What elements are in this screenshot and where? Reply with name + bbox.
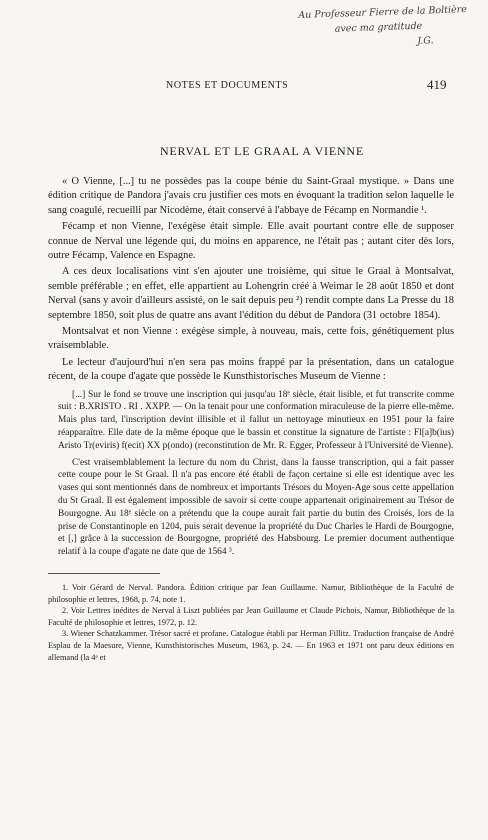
dedication-line: Au Professeur Fierre de la Boltière bbox=[298, 4, 468, 21]
paragraph: Fécamp et non Vienne, l'exégèse était simple. Elle avait pourtant contre elle de supposer connue de Nerval une légende qui, du moins en apparence, ne l'était pas ; autant citer dès lors, outre Fécamp, Valence en Espagne. bbox=[48, 221, 454, 262]
paragraph: A ces deux localisations vint s'en ajouter une troisième, qui situe le Graal à Montsalvat, semble préférable ; en effet, elle appartient au Lohengrin créé à Weimar le 28 août 1850 et dont Nerval (sans y avoir d'ailleurs assisté, on le sait depuis peu ²) rendit compte dans La Presse du 18 septembre 1850, soit plus de quatre ans avant l'édition du début de Pandora (31 octobre 1854). bbox=[48, 266, 454, 321]
dedication-initials: J.G. bbox=[417, 35, 434, 47]
dedication-line: avec ma gratitude bbox=[334, 20, 423, 35]
paragraph: C'est vraisemblablement la lecture du nom du Christ, dans la fausse transcription, qui a fait passer cette coupe pour le St Graal. Il n'a pas encore été établi de façon certaine si elle est identique avec les vases qui sont mentionnés dans de nombreux et importants Trésors du Moyen-Age sous cette appellation du St Graal. Il est également impossible de savoir si cette coupe appartenait originairement au Trésor de Bourgogne. Au 18ᵉ siècle on a prétendu que la coupe aurait fait partie du butin des Croisés, lors de la prise de Constantinople en 1204, puis serait devenue la propriété du Duc Charles le Hardi de Bourgogne, et [,] grâce à la succession de Bourgogne, propriété des Habsbourg. Le premier document authentique relatif à la coupe d'agate ne date que de 1564 ³. bbox=[58, 457, 454, 558]
footnote: 2. Voir Lettres inédites de Nerval à Liszt publiées par Jean Guillaume et Claude Pichois, Namur, Bibliothèque de la Faculté de philosophie et lettres, 1972, p. 12. bbox=[48, 606, 454, 627]
footnote: 3. Wiener Schatzkammer. Trésor sacré et profane. Catalogue établi par Herman Fillitz. Traduction française de André Esplau de la Maesure, Vienne, Kunsthistorisches Museum, 1963, p. 24. — En 1963 et 1971 ont paru deux éditions en allemand (la 4ᵉ et bbox=[48, 629, 454, 662]
running-head: NOTES ET DOCUMENTS bbox=[166, 80, 289, 91]
paragraph: Le lecteur d'aujourd'hui n'en sera pas moins frappé par la présentation, dans un catalogue récent, de la coupe d'agate que possède le Kunsthistorisches Museum de Vienne : bbox=[48, 356, 454, 383]
page-number: 419 bbox=[427, 77, 447, 92]
article-body bbox=[48, 144, 454, 663]
article-title: NERVAL ET LE GRAAL A VIENNE bbox=[159, 144, 365, 158]
footnote-rule bbox=[48, 573, 160, 574]
paragraph: Montsalvat et non Vienne : exégèse simple, à nouveau, mais, cette fois, génétiquement plus vraisemblable. bbox=[48, 326, 454, 352]
footnote: 1. Voir Gérard de Nerval. Pandora. Édition critique par Jean Guillaume. Namur, Bibliothèque de la Faculté de philosophie et lettres, 1968, p. 74, note 1. bbox=[48, 583, 454, 604]
handwritten-dedication bbox=[298, 2, 485, 53]
block-quote: [...] Sur le fond se trouve une inscription qui jusqu'au 18ᵉ siècle, était lisible, et fut transcrite comme suit : B.XRISTO . RI . XXPP. — On la tenait pour une conformation miraculeuse de la pierre elle-même. Mais plus tard, l'inscription devint illisible et il fallut un nettoyage minutieux en 1951 pour la faire réapparaître. Elle date de la même époque que le bassin et constitue la signature de l'artiste : Fl[a]b(ius) Aristo Tr(eviris) f(ecit) XX p(ondo) (reconstitution de Mr. R. Egger, Professeur à l'Université de Vienne). bbox=[58, 389, 454, 451]
paragraph: « O Vienne, [...] tu ne possèdes pas la coupe bénie du Saint-Graal mystique. » Dans une édition critique de Pandora j'avais cru justifier ces mots en évoquant la tradition selon laquelle le sang coagulé, recueilli par Nicodème, était conservé à l'abbaye de Fécamp en Normandie ¹. bbox=[48, 176, 454, 216]
